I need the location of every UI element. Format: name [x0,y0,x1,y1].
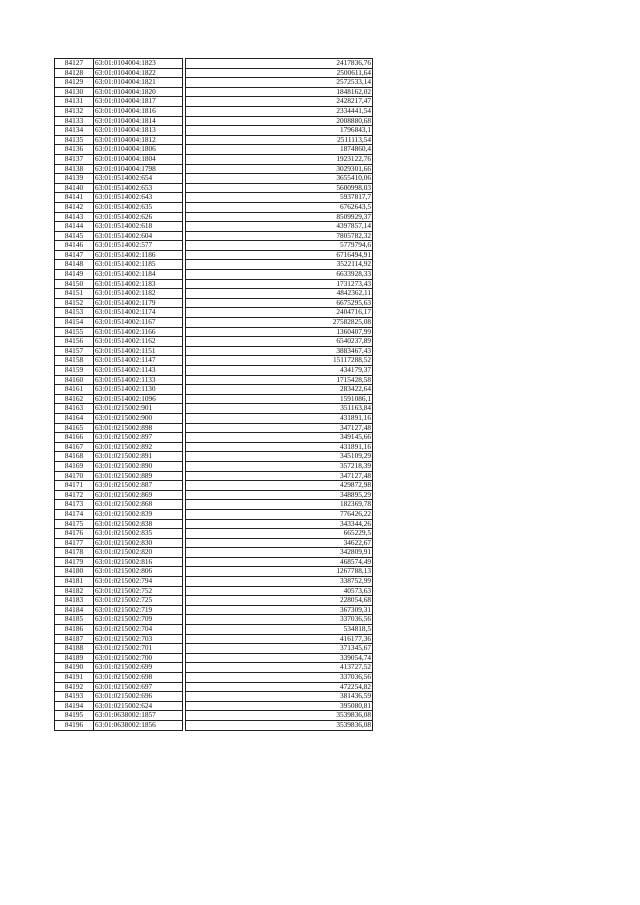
table-row [55,692,373,702]
table-row [55,557,373,567]
cadastral-value-cell: 339054,74 [186,653,373,663]
cadastral-value-cell: 2334441,54 [186,106,373,116]
row-number-cell: 84158 [55,356,94,366]
cadastral-number-cell: 63:01:0215002:752 [94,586,183,596]
cadastral-value-cell: 349145,66 [186,433,373,443]
cadastral-number-cell: 63:01:0215002:704 [94,625,183,635]
row-number-cell: 84190 [55,663,94,673]
table-row [55,106,373,116]
cadastral-value-cell: 1715428,58 [186,375,373,385]
cadastral-number-cell: 63:01:0215002:725 [94,596,183,606]
table-row [55,519,373,529]
row-number-cell: 84148 [55,260,94,270]
cadastral-number-cell: 63:01:0514002:1179 [94,298,183,308]
cadastral-value-cell: 6675295,63 [186,298,373,308]
cadastral-value-cell: 6716494,91 [186,250,373,260]
row-number-cell: 84181 [55,577,94,587]
cadastral-value-cell: 347127,48 [186,423,373,433]
cadastral-value-cell: 5600998,03 [186,183,373,193]
table-row [55,375,373,385]
table-row [55,327,373,337]
table-row [55,490,373,500]
row-number-cell: 84145 [55,231,94,241]
cadastral-number-cell: 63:01:0514002:1162 [94,337,183,347]
cadastral-number-cell: 63:01:0514002:604 [94,231,183,241]
table-row [55,59,373,69]
cadastral-value-cell: 3655410,06 [186,174,373,184]
cadastral-value-cell: 472254,82 [186,682,373,692]
cadastral-value-cell: 1267788,13 [186,567,373,577]
table-row [55,78,373,88]
row-number-cell: 84184 [55,605,94,615]
cadastral-value-cell: 2500611,64 [186,68,373,78]
cadastral-number-cell: 63:01:0215002:697 [94,682,183,692]
cadastral-value-cell: 1731273,43 [186,279,373,289]
table-row [55,337,373,347]
row-number-cell: 84169 [55,461,94,471]
table-row [55,423,373,433]
row-number-cell: 84143 [55,212,94,222]
cadastral-value-cell: 367309,31 [186,605,373,615]
cadastral-value-cell: 347127,48 [186,471,373,481]
row-number-cell: 84130 [55,87,94,97]
cadastral-value-cell: 5937817,7 [186,193,373,203]
row-number-cell: 84165 [55,423,94,433]
table-row [55,682,373,692]
cadastral-number-cell: 63:01:0215002:703 [94,634,183,644]
cadastral-value-cell: 338752,99 [186,577,373,587]
cadastral-number-cell: 63:01:0215002:889 [94,471,183,481]
cadastral-value-cell: 345109,29 [186,452,373,462]
table-row [55,260,373,270]
cadastral-value-cell: 40573,63 [186,586,373,596]
row-number-cell: 84193 [55,692,94,702]
row-number-cell: 84180 [55,567,94,577]
cadastral-number-cell: 63:01:0514002:1182 [94,289,183,299]
cadastral-number-cell: 63:01:0514002:1185 [94,260,183,270]
cadastral-value-cell: 357218,39 [186,461,373,471]
cadastral-value-cell: 3539836,08 [186,711,373,721]
cadastral-number-cell: 63:01:0215002:891 [94,452,183,462]
cadastral-number-cell: 63:01:0514002:1130 [94,385,183,395]
cadastral-value-cell: 343344,26 [186,519,373,529]
table-row [55,653,373,663]
cadastral-number-cell: 63:01:0514002:654 [94,174,183,184]
table-body [55,59,373,731]
row-number-cell: 84176 [55,529,94,539]
table-row [55,183,373,193]
table-row [55,126,373,136]
row-number-cell: 84156 [55,337,94,347]
row-number-cell: 84153 [55,308,94,318]
row-number-cell: 84185 [55,615,94,625]
table-row [55,567,373,577]
table-row [55,529,373,539]
cadastral-number-cell: 63:01:0514002:577 [94,241,183,251]
table-row [55,673,373,683]
cadastral-value-cell: 4397857,14 [186,222,373,232]
cadastral-value-cell: 1796843,1 [186,126,373,136]
cadastral-value-cell: 337036,56 [186,673,373,683]
cadastral-number-cell: 63:01:0215002:887 [94,481,183,491]
table-row [55,298,373,308]
table-row [55,241,373,251]
row-number-cell: 84168 [55,452,94,462]
row-number-cell: 84157 [55,346,94,356]
cadastral-number-cell: 63:01:0215002:835 [94,529,183,539]
cadastral-value-cell: 3522114,92 [186,260,373,270]
cadastral-number-cell: 63:01:0104004:1816 [94,106,183,116]
table-row [55,452,373,462]
row-number-cell: 84137 [55,154,94,164]
table-row [55,586,373,596]
cadastral-value-cell: 431891,16 [186,442,373,452]
cadastral-number-cell: 63:01:0514002:1183 [94,279,183,289]
cadastral-number-cell: 63:01:0514002:1133 [94,375,183,385]
row-number-cell: 84160 [55,375,94,385]
cadastral-number-cell: 63:01:0514002:1143 [94,366,183,376]
row-number-cell: 84133 [55,116,94,126]
table-row [55,231,373,241]
cadastral-value-cell: 4842362,11 [186,289,373,299]
table-row [55,394,373,404]
cadastral-number-cell: 63:01:0104004:1823 [94,59,183,69]
cadastral-number-cell: 63:01:0215002:868 [94,500,183,510]
cadastral-value-cell: 342809,91 [186,548,373,558]
cadastral-value-cell: 395080,81 [186,701,373,711]
cadastral-value-cell: 2428217,47 [186,97,373,107]
cadastral-number-cell: 63:01:0215002:898 [94,423,183,433]
row-number-cell: 84147 [55,250,94,260]
cadastral-number-cell: 63:01:0104004:1813 [94,126,183,136]
table-row [55,97,373,107]
cadastral-number-cell: 63:01:0514002:1184 [94,270,183,280]
row-number-cell: 84187 [55,634,94,644]
row-number-cell: 84127 [55,59,94,69]
row-number-cell: 84162 [55,394,94,404]
cadastral-number-cell: 63:01:0104004:1821 [94,78,183,88]
row-number-cell: 84171 [55,481,94,491]
cadastral-number-cell: 63:01:0215002:696 [94,692,183,702]
row-number-cell: 84131 [55,97,94,107]
row-number-cell: 84159 [55,366,94,376]
cadastral-number-cell: 63:01:0104004:1822 [94,68,183,78]
cadastral-number-cell: 63:01:0215002:698 [94,673,183,683]
cadastral-number-cell: 63:01:0514002:1166 [94,327,183,337]
row-number-cell: 84188 [55,644,94,654]
table-row [55,711,373,721]
table-row [55,413,373,423]
cadastral-number-cell: 63:01:0514002:626 [94,212,183,222]
cadastral-value-cell: 6540237,89 [186,337,373,347]
cadastral-number-cell: 63:01:0104004:1812 [94,135,183,145]
row-number-cell: 84141 [55,193,94,203]
table-row [55,471,373,481]
cadastral-number-cell: 63:01:0104004:1814 [94,116,183,126]
cadastral-value-cell: 1360407,99 [186,327,373,337]
cadastral-number-cell: 63:01:0104004:1798 [94,164,183,174]
cadastral-value-cell: 3883467,43 [186,346,373,356]
cadastral-value-cell: 2572533,14 [186,78,373,88]
cadastral-value-cell: 283422,64 [186,385,373,395]
row-number-cell: 84192 [55,682,94,692]
table-row [55,135,373,145]
table-row [55,279,373,289]
cadastral-number-cell: 63:01:0638002:1856 [94,720,183,730]
table-row [55,481,373,491]
cadastral-value-cell: 7805782,32 [186,231,373,241]
cadastral-number-cell: 63:01:0215002:900 [94,413,183,423]
cadastral-number-cell: 63:01:0514002:653 [94,183,183,193]
table-row [55,605,373,615]
cadastral-number-cell: 63:01:0514002:1151 [94,346,183,356]
table-row [55,154,373,164]
table-row [55,222,373,232]
row-number-cell: 84167 [55,442,94,452]
cadastral-value-cell: 371345,67 [186,644,373,654]
cadastral-value-cell: 182369,78 [186,500,373,510]
cadastral-number-cell: 63:01:0215002:719 [94,605,183,615]
cadastral-number-cell: 63:01:0104004:1817 [94,97,183,107]
row-number-cell: 84138 [55,164,94,174]
row-number-cell: 84155 [55,327,94,337]
row-number-cell: 84139 [55,174,94,184]
row-number-cell: 84134 [55,126,94,136]
cadastral-value-cell: 8509929,37 [186,212,373,222]
table-row [55,270,373,280]
cadastral-value-cell: 228054,68 [186,596,373,606]
cadastral-number-cell: 63:01:0514002:643 [94,193,183,203]
cadastral-value-table [54,58,373,731]
row-number-cell: 84173 [55,500,94,510]
table-row [55,596,373,606]
cadastral-value-cell: 3539836,08 [186,720,373,730]
row-number-cell: 84166 [55,433,94,443]
row-number-cell: 84152 [55,298,94,308]
row-number-cell: 84146 [55,241,94,251]
row-number-cell: 84151 [55,289,94,299]
cadastral-number-cell: 63:01:0215002:830 [94,538,183,548]
cadastral-number-cell: 63:01:0514002:1096 [94,394,183,404]
cadastral-value-cell: 2511113,54 [186,135,373,145]
row-number-cell: 84140 [55,183,94,193]
cadastral-number-cell: 63:01:0215002:700 [94,653,183,663]
table-row [55,625,373,635]
row-number-cell: 84142 [55,202,94,212]
table-row [55,644,373,654]
cadastral-number-cell: 63:01:0104004:1806 [94,145,183,155]
cadastral-number-cell: 63:01:0638002:1857 [94,711,183,721]
cadastral-number-cell: 63:01:0215002:901 [94,404,183,414]
row-number-cell: 84154 [55,318,94,328]
cadastral-number-cell: 63:01:0215002:839 [94,509,183,519]
table-row [55,701,373,711]
cadastral-number-cell: 63:01:0215002:806 [94,567,183,577]
row-number-cell: 84174 [55,509,94,519]
table-row [55,346,373,356]
cadastral-number-cell: 63:01:0215002:699 [94,663,183,673]
row-number-cell: 84129 [55,78,94,88]
table-row [55,577,373,587]
cadastral-value-cell: 27582825,08 [186,318,373,328]
row-number-cell: 84164 [55,413,94,423]
table-row [55,193,373,203]
table-row [55,308,373,318]
table-row [55,442,373,452]
cadastral-value-cell: 15117288,52 [186,356,373,366]
row-number-cell: 84177 [55,538,94,548]
row-number-cell: 84179 [55,557,94,567]
cadastral-number-cell: 63:01:0215002:794 [94,577,183,587]
table-row [55,615,373,625]
row-number-cell: 84178 [55,548,94,558]
cadastral-value-cell: 34622,67 [186,538,373,548]
table-row [55,356,373,366]
table-row [55,145,373,155]
cadastral-value-cell: 2404716,17 [186,308,373,318]
row-number-cell: 84128 [55,68,94,78]
cadastral-number-cell: 63:01:0215002:816 [94,557,183,567]
cadastral-value-cell: 348895,29 [186,490,373,500]
cadastral-number-cell: 63:01:0514002:635 [94,202,183,212]
cadastral-value-cell: 429872,98 [186,481,373,491]
table-row [55,720,373,730]
row-number-cell: 84196 [55,720,94,730]
table-row [55,366,373,376]
cadastral-value-cell: 665229,5 [186,529,373,539]
cadastral-value-cell: 534818,5 [186,625,373,635]
row-number-cell: 84163 [55,404,94,414]
table-row [55,318,373,328]
cadastral-value-cell: 1874860,4 [186,145,373,155]
cadastral-value-cell: 1923122,76 [186,154,373,164]
row-number-cell: 84144 [55,222,94,232]
row-number-cell: 84175 [55,519,94,529]
cadastral-number-cell: 63:01:0215002:892 [94,442,183,452]
table-row [55,87,373,97]
table-row [55,404,373,414]
row-number-cell: 84191 [55,673,94,683]
cadastral-number-cell: 63:01:0215002:701 [94,644,183,654]
table-row [55,174,373,184]
cadastral-value-cell: 413727,52 [186,663,373,673]
cadastral-value-cell: 434179,37 [186,366,373,376]
table-row [55,68,373,78]
cadastral-number-cell: 63:01:0514002:1147 [94,356,183,366]
table-row [55,116,373,126]
row-number-cell: 84186 [55,625,94,635]
table-row [55,509,373,519]
cadastral-value-cell: 776426,22 [186,509,373,519]
row-number-cell: 84136 [55,145,94,155]
row-number-cell: 84195 [55,711,94,721]
table-row [55,250,373,260]
table-row [55,538,373,548]
cadastral-value-cell: 3029301,66 [186,164,373,174]
cadastral-number-cell: 63:01:0514002:1174 [94,308,183,318]
row-number-cell: 84149 [55,270,94,280]
table-row [55,663,373,673]
cadastral-number-cell: 63:01:0215002:869 [94,490,183,500]
cadastral-value-cell: 2008880,68 [186,116,373,126]
table-row [55,202,373,212]
cadastral-value-cell: 416177,36 [186,634,373,644]
cadastral-number-cell: 63:01:0104004:1820 [94,87,183,97]
cadastral-number-cell: 63:01:0215002:897 [94,433,183,443]
cadastral-value-cell: 5779794,6 [186,241,373,251]
cadastral-value-cell: 468574,49 [186,557,373,567]
row-number-cell: 84172 [55,490,94,500]
cadastral-value-cell: 381436,59 [186,692,373,702]
cadastral-number-cell: 63:01:0215002:838 [94,519,183,529]
cadastral-number-cell: 63:01:0215002:890 [94,461,183,471]
table-row [55,548,373,558]
cadastral-number-cell: 63:01:0215002:820 [94,548,183,558]
cadastral-value-cell: 337036,56 [186,615,373,625]
table-row [55,634,373,644]
cadastral-value-cell: 6633928,33 [186,270,373,280]
cadastral-value-cell: 431891,16 [186,413,373,423]
cadastral-number-cell: 63:01:0215002:709 [94,615,183,625]
row-number-cell: 84170 [55,471,94,481]
cadastral-number-cell: 63:01:0104004:1804 [94,154,183,164]
table-row [55,212,373,222]
cadastral-value-cell: 2417836,76 [186,59,373,69]
row-number-cell: 84132 [55,106,94,116]
cadastral-number-cell: 63:01:0514002:618 [94,222,183,232]
table-row [55,164,373,174]
cadastral-value-cell: 1848162,02 [186,87,373,97]
cadastral-number-cell: 63:01:0514002:1167 [94,318,183,328]
row-number-cell: 84189 [55,653,94,663]
row-number-cell: 84194 [55,701,94,711]
row-number-cell: 84161 [55,385,94,395]
table-row [55,289,373,299]
cadastral-number-cell: 63:01:0215002:624 [94,701,183,711]
cadastral-value-cell: 1591086,1 [186,394,373,404]
row-number-cell: 84150 [55,279,94,289]
table-row [55,385,373,395]
table-row [55,461,373,471]
table-row [55,433,373,443]
row-number-cell: 84183 [55,596,94,606]
row-number-cell: 84182 [55,586,94,596]
row-number-cell: 84135 [55,135,94,145]
table-row [55,500,373,510]
cadastral-value-cell: 351163,84 [186,404,373,414]
cadastral-number-cell: 63:01:0514002:1186 [94,250,183,260]
cadastral-value-cell: 6762643,5 [186,202,373,212]
